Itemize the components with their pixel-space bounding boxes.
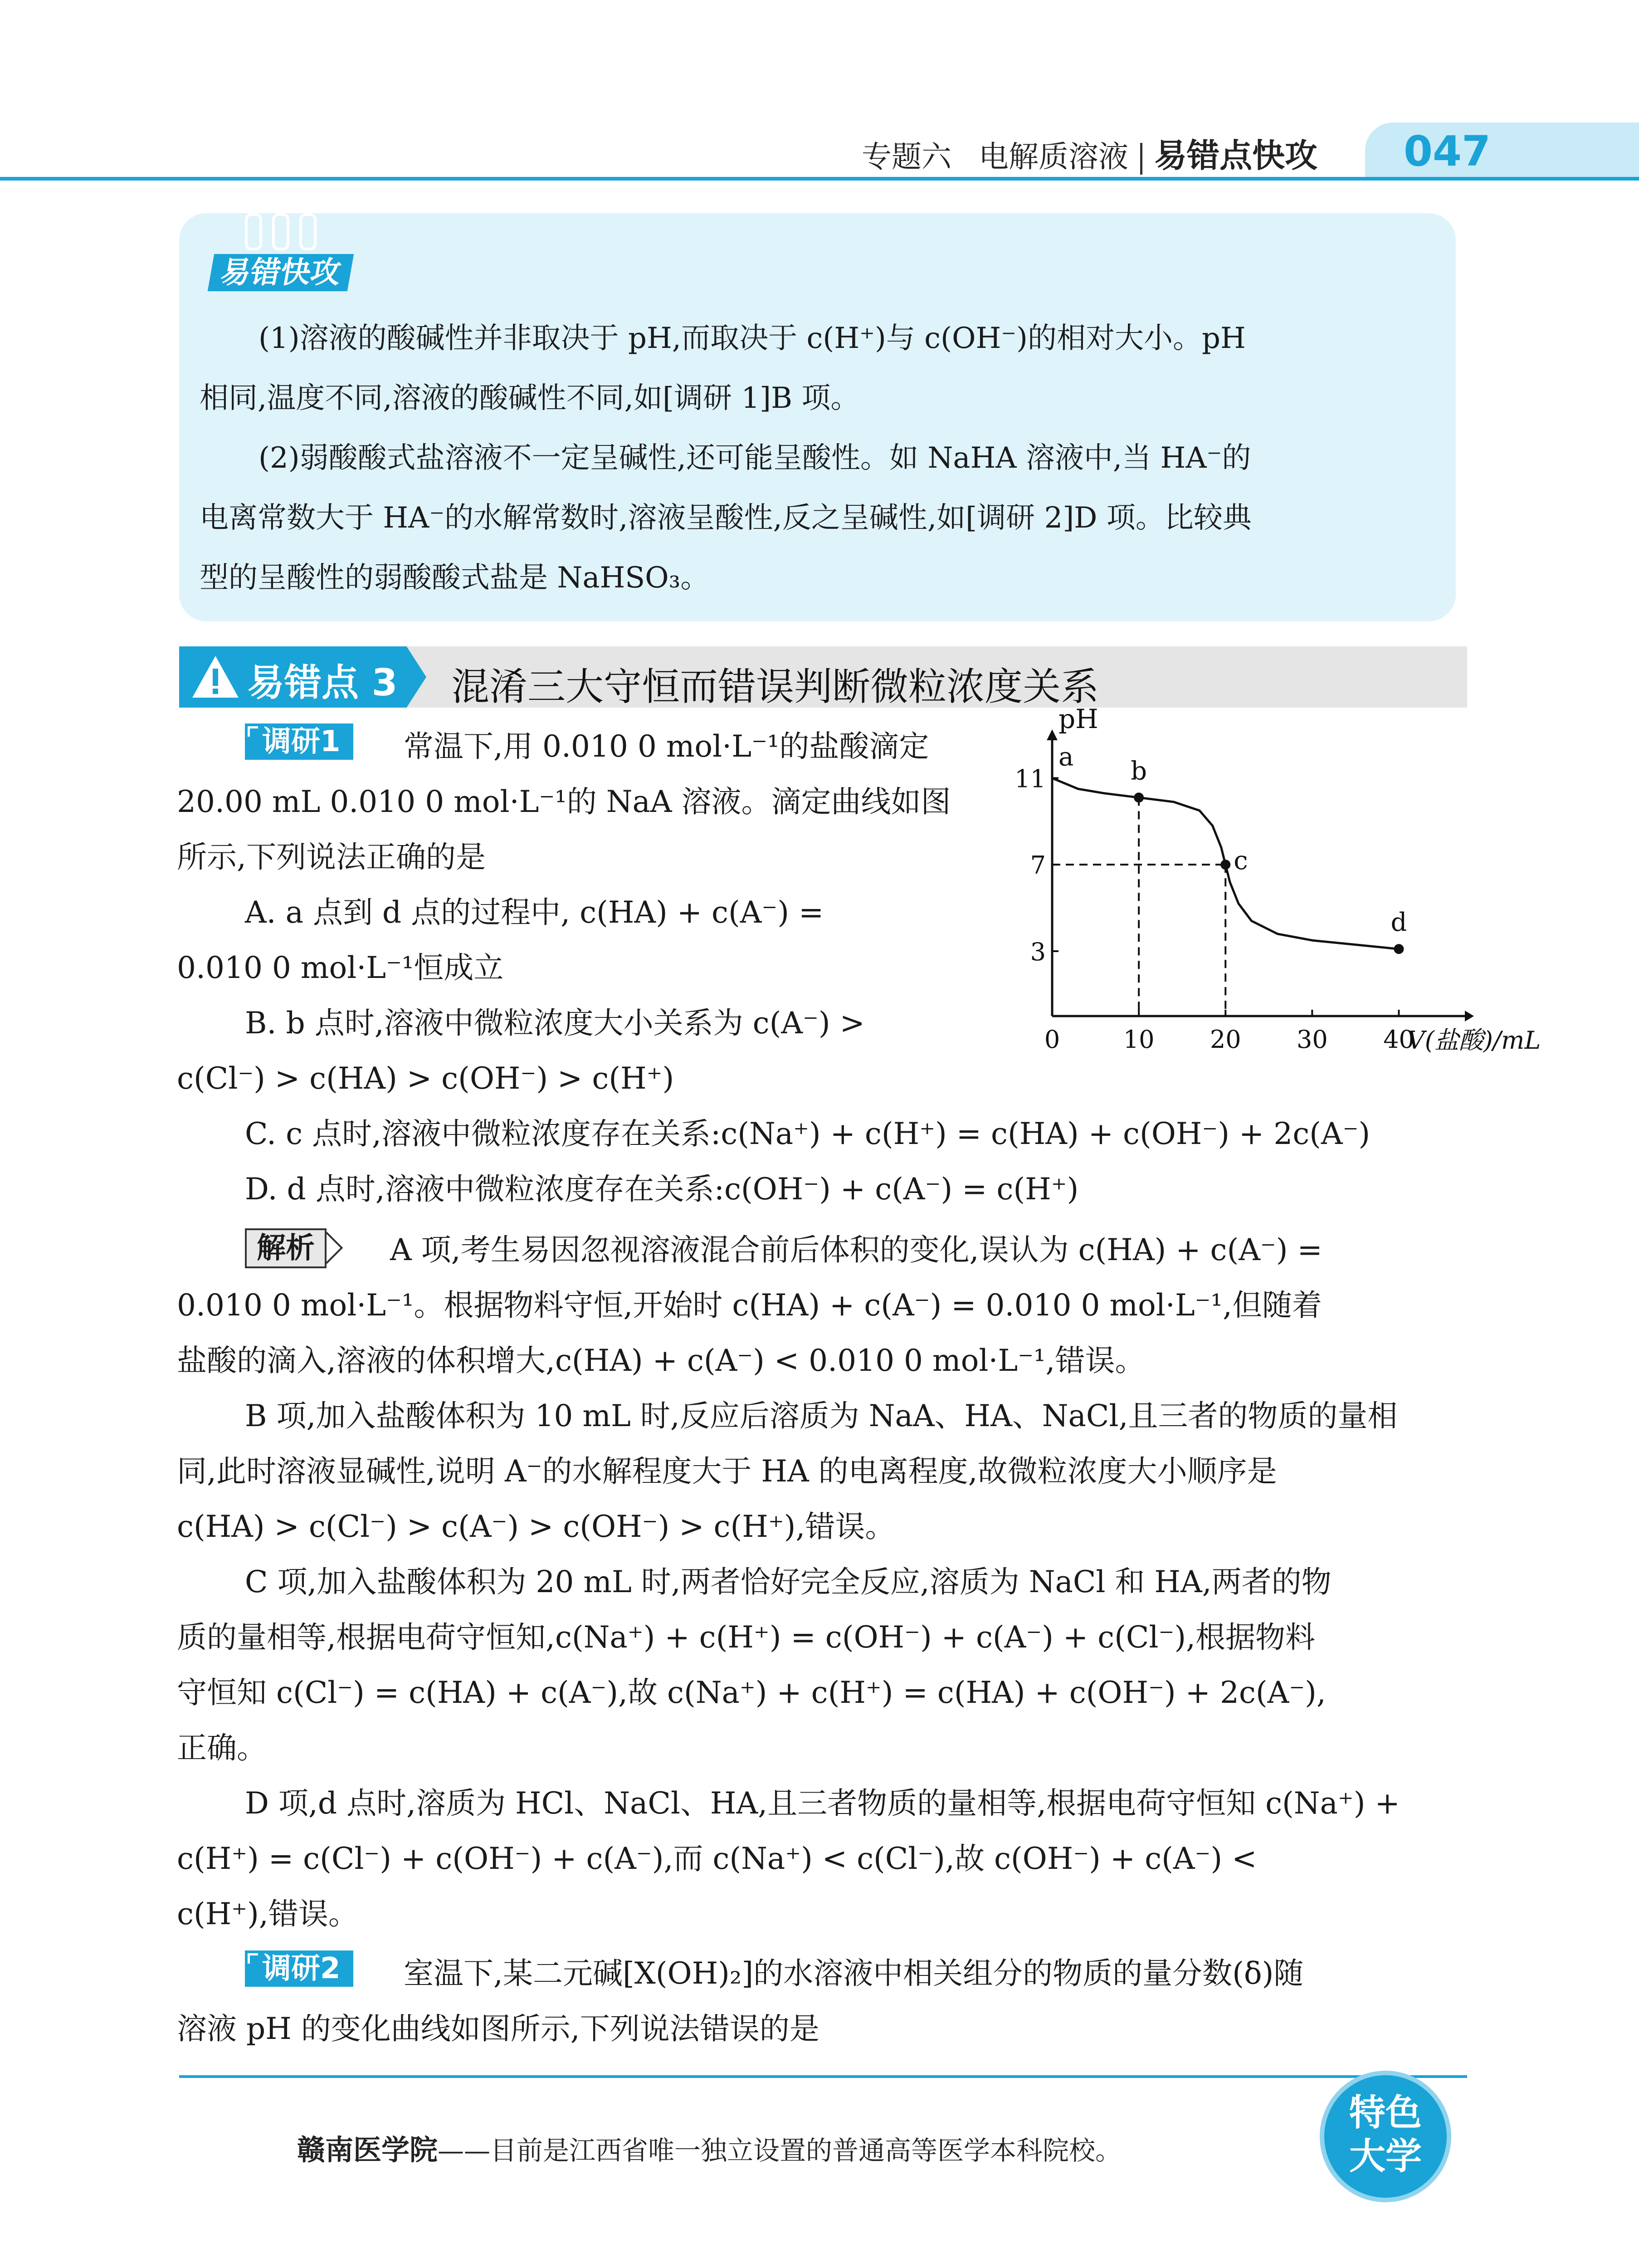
point-b xyxy=(1134,792,1144,802)
tip-paragraph-1-cont xyxy=(200,368,1440,428)
page-number: 047 xyxy=(1404,127,1491,176)
analysis-a-line1: A 项,考生易因忽视溶液混合前后体积的变化,误认为 c(HA) + c(A⁻) = xyxy=(390,1232,1322,1267)
binder-ring-icon xyxy=(272,213,289,250)
y-tick-label: 3 xyxy=(1030,937,1046,966)
header-topic: 电解质溶液 xyxy=(979,139,1128,174)
analysis-a-line3: 盐酸的滴入,溶液的体积增大,c(HA) + c(A⁻) < 0.010 0 mol·L⁻¹,错误。 xyxy=(177,1343,1145,1378)
analysis-b-line3: c(HA) > c(Cl⁻) > c(A⁻) > c(OH⁻) > c(H⁺),错误。 xyxy=(177,1509,895,1544)
header-chapter: 专题六 xyxy=(862,139,951,174)
footer-dash: —— xyxy=(438,2135,491,2166)
header-section: 易错点快攻 xyxy=(1154,137,1318,175)
y-axis-label: pH xyxy=(1059,704,1098,734)
x-tick-label: 30 xyxy=(1296,1025,1328,1054)
footer-school: 赣南医学院 xyxy=(297,2133,438,2166)
point-c xyxy=(1220,860,1230,870)
analysis-d-line1: D 项,d 点时,溶质为 HCl、NaCl、HA,且三者物质的量相等,根据电荷守恒知 c(Na⁺) + xyxy=(245,1786,1400,1821)
running-header xyxy=(862,129,1317,176)
tip-paragraph-1 xyxy=(200,308,1440,368)
q1-stem-line2: 20.00 mL 0.010 0 mol·L⁻¹的 NaA 溶液。滴定曲线如图 xyxy=(177,784,951,819)
header-rule xyxy=(0,177,1639,181)
titration-chart xyxy=(1015,704,1541,1070)
tip-paragraph-2 xyxy=(259,428,1440,488)
footer-text xyxy=(297,2127,1122,2168)
x-axis-arrow xyxy=(1465,1011,1474,1022)
x-axis-label: V(盐酸)/mL xyxy=(1407,1026,1541,1055)
analysis-b-line1: B 项,加入盐酸体积为 10 mL 时,反应后溶质为 NaA、HA、NaCl,且三者的物质的量相 xyxy=(245,1398,1398,1433)
q1-stem-line1: 常温下,用 0.010 0 mol·L⁻¹的盐酸滴定 xyxy=(404,729,929,764)
warning-icon xyxy=(190,653,240,701)
point-label-c: c xyxy=(1234,846,1248,876)
research-badge-1: 调研1 xyxy=(245,723,353,760)
x-tick-label: 0 xyxy=(1044,1025,1060,1054)
point-label-d: d xyxy=(1390,908,1407,938)
footer-rule xyxy=(179,2075,1467,2078)
footer-desc: 目前是江西省唯一独立设置的普通高等医学本科院校。 xyxy=(490,2135,1122,2166)
tip-p1-line2: 相同,温度不同,溶液的酸碱性不同,如[调研 1]B 项。 xyxy=(200,381,860,415)
tip-badge: 易错快攻 xyxy=(208,254,354,291)
analysis-c-line4: 正确。 xyxy=(177,1730,267,1765)
analysis-a-line2: 0.010 0 mol·L⁻¹。根据物料守恒,开始时 c(HA) + c(A⁻) = 0.010 0 mol·L⁻¹,但随着 xyxy=(177,1288,1322,1323)
analysis-badge: 解析 xyxy=(245,1228,327,1268)
y-axis-arrow xyxy=(1047,729,1058,740)
analysis-d-line2: c(H⁺) = c(Cl⁻) + c(OH⁻) + c(A⁻),而 c(Na⁺) < c(Cl⁻),故 c(OH⁻) + c(A⁻) < xyxy=(177,1841,1257,1876)
q1-option-b-line2: c(Cl⁻) > c(HA) > c(OH⁻) > c(H⁺) xyxy=(177,1061,674,1096)
q2-stem-line1: 室温下,某二元碱[X(OH)₂]的水溶液中相关组分的物质的量分数(δ)随 xyxy=(404,1956,1304,1991)
q2-stem-line2: 溶液 pH 的变化曲线如图所示,下列说法错误的是 xyxy=(177,2011,820,2046)
analysis-c-line3: 守恒知 c(Cl⁻) = c(HA) + c(A⁻),故 c(Na⁺) + c(H⁺) = c(HA) + c(OH⁻) + 2c(A⁻), xyxy=(177,1675,1326,1710)
x-tick-label: 10 xyxy=(1123,1025,1155,1054)
binder-ring-icon xyxy=(299,213,317,250)
point-label-a: a xyxy=(1059,742,1074,772)
research-badge-2: 调研2 xyxy=(245,1950,353,1987)
x-tick-label: 20 xyxy=(1210,1025,1241,1054)
point-label-b: b xyxy=(1131,756,1147,786)
section-title: 混淆三大守恒而错误判断微粒浓度关系 xyxy=(451,665,1099,709)
header-separator xyxy=(1140,143,1142,175)
tip-paragraph-2-end xyxy=(200,548,1440,608)
tip-p2-line1: (2)弱酸酸式盐溶液不一定呈碱性,还可能呈酸性。如 NaHA 溶液中,当 HA⁻的 xyxy=(259,441,1251,475)
q1-option-c: C. c 点时,溶液中微粒浓度存在关系:c(Na⁺) + c(H⁺) = c(HA) + c(OH⁻) + 2c(A⁻) xyxy=(245,1116,1371,1151)
tip-p1-line1: (1)溶液的酸碱性并非取决于 pH,而取决于 c(H⁺)与 c(OH⁻)的相对大小。pH xyxy=(259,322,1246,355)
y-tick-label: 7 xyxy=(1030,851,1046,880)
q1-option-a-line2: 0.010 0 mol·L⁻¹恒成立 xyxy=(177,950,504,985)
tip-p2-line2: 电离常数大于 HA⁻的水解常数时,溶液呈酸性,反之呈碱性,如[调研 2]D 项。比较典 xyxy=(200,501,1252,535)
q1-stem-line3: 所示,下列说法正确的是 xyxy=(177,840,486,875)
analysis-c-line1: C 项,加入盐酸体积为 20 mL 时,两者恰好完全反应,溶质为 NaCl 和 HA,两者的物 xyxy=(245,1564,1332,1599)
tip-p2-line3: 型的呈酸性的弱酸酸式盐是 NaHSO₃。 xyxy=(200,561,710,595)
analysis-b-line2: 同,此时溶液显碱性,说明 A⁻的水解程度大于 HA 的电离程度,故微粒浓度大小顺序是 xyxy=(177,1454,1277,1489)
analysis-d-line3: c(H⁺),错误。 xyxy=(177,1897,358,1931)
binder-ring-icon xyxy=(245,213,262,250)
q1-option-b-line1: B. b 点时,溶液中微粒浓度大小关系为 c(A⁻) > xyxy=(245,1006,865,1041)
tip-paragraph-2-cont xyxy=(200,488,1440,548)
point-d xyxy=(1394,944,1404,954)
footer-badge-label: 特色大学 xyxy=(1349,2092,1422,2177)
x-tick-label: 40 xyxy=(1383,1025,1415,1054)
y-tick-label: 11 xyxy=(1015,764,1046,793)
analysis-c-line2: 质的量相等,根据电荷守恒知,c(Na⁺) + c(H⁺) = c(OH⁻) + c(A⁻) + c(Cl⁻),根据物料 xyxy=(177,1620,1316,1655)
section-badge-label: 易错点 3 xyxy=(247,661,398,704)
q1-option-a-line1: A. a 点到 d 点的过程中, c(HA) + c(A⁻) = xyxy=(245,895,824,930)
q1-option-d: D. d 点时,溶液中微粒浓度存在关系:c(OH⁻) + c(A⁻) = c(H⁺) xyxy=(245,1172,1079,1207)
